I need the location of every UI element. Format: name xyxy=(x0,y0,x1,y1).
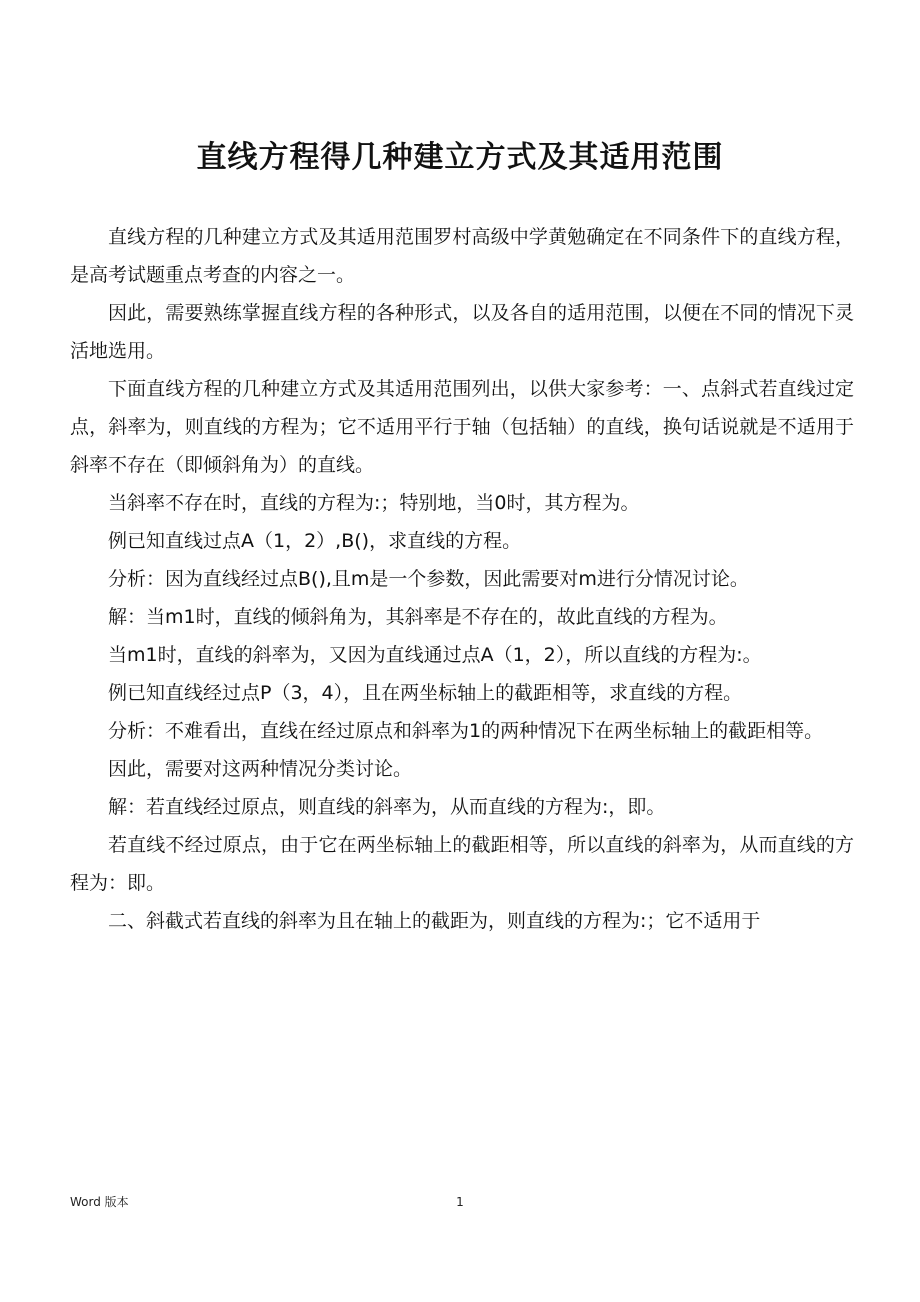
paragraph: 解：若直线经过原点，则直线的斜率为，从而直线的方程为:，即。 xyxy=(108,796,666,818)
paragraph: 下面直线方程的几种建立方式及其适用范围列出，以供大家参考：一、点斜式若直线过定点，斜率为，则直线的方程为；它不适用平行于轴（包括轴）的直线，换句话说就是不适用于斜率不存在（即倾斜角为）的直线。 xyxy=(70,378,854,476)
paragraph: 例已知直线经过点P（3，4），且在两坐标轴上的截距相等，求直线的方程。 xyxy=(108,682,743,704)
paragraph: 因此，需要熟练掌握直线方程的各种形式，以及各自的适用范围，以便在不同的情况下灵活地选用。 xyxy=(70,302,854,362)
document-title: 直线方程得几种建立方式及其适用范围 xyxy=(196,140,724,175)
paragraph: 解：当m1时，直线的倾斜角为，其斜率是不存在的，故此直线的方程为。 xyxy=(108,606,728,628)
paragraph: 分析：不难看出，直线在经过原点和斜率为1的两种情况下在两坐标轴上的截距相等。 xyxy=(108,720,824,742)
paragraph: 当m1时，直线的斜率为，又因为直线通过点A（1，2），所以直线的方程为:。 xyxy=(108,644,762,666)
paragraph: 当斜率不存在时，直线的方程为:；特别地，当0时，其方程为。 xyxy=(108,492,640,514)
paragraph: 分析：因为直线经过点B(),且m是一个参数，因此需要对m进行分情况讨论。 xyxy=(108,568,749,590)
paragraph: 直线方程的几种建立方式及其适用范围罗村高级中学黄勉确定在不同条件下的直线方程，是高考试题重点考查的内容之一。 xyxy=(70,226,854,286)
document-body xyxy=(70,218,854,940)
paragraph: 例已知直线过点A（1，2）,B()，求直线的方程。 xyxy=(108,530,522,552)
paragraph: 因此，需要对这两种情况分类讨论。 xyxy=(108,758,413,780)
paragraph: 若直线不经过原点，由于它在两坐标轴上的截距相等，所以直线的斜率为，从而直线的方程为：即。 xyxy=(70,834,854,894)
paragraph: 二、斜截式若直线的斜率为且在轴上的截距为，则直线的方程为:；它不适用于 xyxy=(108,910,761,932)
page-number: 1 xyxy=(456,1195,464,1209)
footer-label: Word 版本 xyxy=(70,1195,129,1209)
